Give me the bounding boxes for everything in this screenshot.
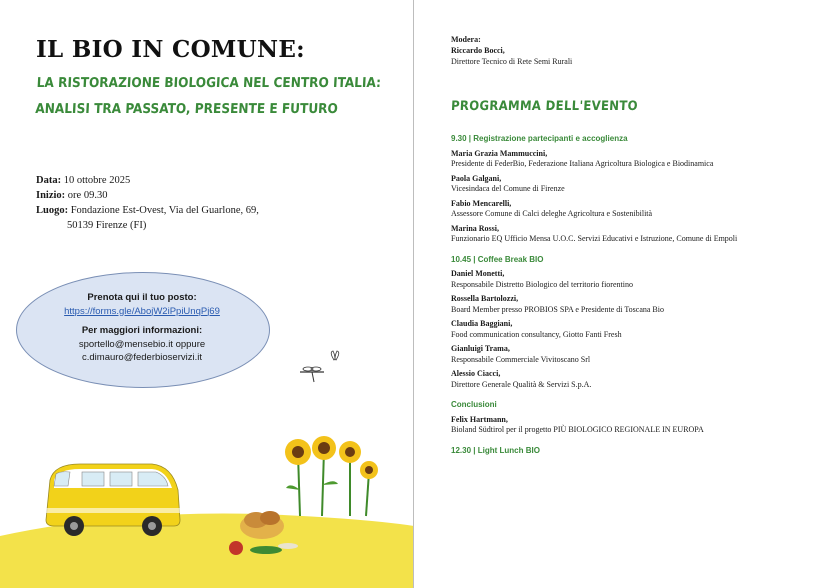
speaker-entry (451, 415, 811, 436)
speaker-role: Direttore Generale Qualità & Servizi S.p.A. (451, 379, 592, 389)
van-icon (46, 464, 180, 536)
section-title: 10.45 | Coffee Break BIO (451, 254, 544, 264)
book-label: Prenota qui il tuo posto: (87, 292, 197, 303)
program-title: PROGRAMMA DELL'EVENTO (450, 99, 639, 114)
section-title: 12.30 | Light Lunch BIO (451, 445, 540, 455)
date-label: Data: (36, 175, 62, 186)
section-title: Conclusioni (451, 400, 497, 409)
event-subtitle (34, 70, 382, 122)
speaker-name: Daniel Monetti, (451, 269, 505, 278)
program-section (451, 446, 811, 457)
speaker-name: Alessio Ciacci, (451, 369, 501, 378)
moderator-name: Riccardo Bocci, (451, 46, 505, 55)
contact-email-2[interactable]: c.dimauro@federbioservizi.it (82, 352, 202, 363)
illustration (0, 330, 414, 588)
booking-link[interactable]: https://forms.gle/AbojW2iPpiUnqPj69 (64, 305, 220, 317)
event-info (36, 173, 259, 233)
moderator-role: Direttore Tecnico di Rete Semi Rurali (451, 57, 573, 66)
speaker-entry (451, 319, 811, 340)
speaker-name: Rossella Bartolozzi, (451, 294, 519, 303)
speaker-entry (451, 174, 811, 195)
speaker-role: Vicesindaca del Comune di Firenze (451, 184, 565, 193)
speaker-name: Felix Hartmann, (451, 414, 508, 424)
sunflowers (285, 436, 378, 516)
speaker-role: Responsabile Distretto Biologico del territorio fiorentino (451, 279, 633, 289)
start-label: Inizio: (36, 190, 66, 201)
speaker-role: Responsabile Commerciale Vivitoscano Srl (451, 354, 591, 364)
speaker-entry (451, 294, 811, 315)
speaker-role: Funzionario EQ Ufficio Mensa U.O.C. Servizi Educativi e Istruzione, Comune di Empoli (451, 234, 738, 243)
place-row (36, 203, 259, 218)
place-value-line2: 50139 Firenze (FI) (67, 220, 147, 231)
event-title: IL BIO IN COMUNE: (36, 36, 305, 63)
more-info-label: Per maggiori informazioni: (81, 325, 203, 336)
speaker-name: Marina Rossi, (451, 223, 499, 233)
program-list (451, 134, 811, 466)
speaker-entry (451, 344, 811, 365)
date-value: 10 ottobre 2025 (61, 175, 131, 186)
program-section (451, 134, 811, 245)
program-section (451, 400, 811, 436)
place-value: Fondazione Est-Ovest, Via del Guarlone, 69, (68, 205, 259, 216)
speaker-role: Assessore Comune di Calci deleghe Agricoltura e Sostenibilità (451, 209, 653, 218)
program-section (451, 255, 811, 391)
butterfly-icon (331, 351, 339, 360)
speaker-name: Claudia Baggiani, (451, 319, 513, 328)
speaker-role: Bioland Südtirol per il progetto PIÙ BIOLOGICO REGIONALE IN EUROPA (451, 425, 704, 434)
speaker-role: Board Member presso PROBIOS SPA e Presidente di Toscana Bio (451, 304, 664, 314)
moderator-block (451, 34, 572, 67)
speaker-entry (451, 199, 811, 220)
speaker-entry (451, 224, 811, 245)
speaker-entry (451, 269, 811, 290)
dragonfly-icon (300, 367, 324, 382)
place-label: Luogo: (36, 205, 69, 216)
start-row (36, 188, 259, 203)
subtitle-line-2: ANALISI TRA PASSATO, PRESENTE E FUTURO (34, 101, 339, 117)
speaker-role: Presidente di FederBio, Federazione Italiana Agricoltura Biologica e Biodinamica (451, 159, 714, 168)
start-value: ore 09.30 (65, 190, 108, 201)
moderator-label: Modera: (451, 35, 481, 44)
subtitle-line-1: LA RISTORAZIONE BIOLOGICA NEL CENTRO ITALIA: (36, 75, 382, 91)
right-page (414, 0, 828, 588)
date-row (36, 173, 259, 188)
speaker-role: Food communication consultancy, Giotto Fanti Fresh (451, 329, 622, 339)
section-title: 9.30 | Registrazione partecipanti e accoglienza (451, 134, 628, 143)
speaker-name: Paola Galgani, (451, 173, 502, 183)
speaker-entry (451, 149, 811, 170)
speaker-name: Maria Grazia Mammuccini, (451, 148, 548, 158)
contact-email-1[interactable]: sportello@mensebio.it oppure (78, 338, 206, 350)
speaker-entry (451, 369, 811, 390)
speaker-name: Fabio Mencarelli, (451, 198, 512, 208)
speaker-name: Gianluigi Trama, (451, 344, 510, 353)
